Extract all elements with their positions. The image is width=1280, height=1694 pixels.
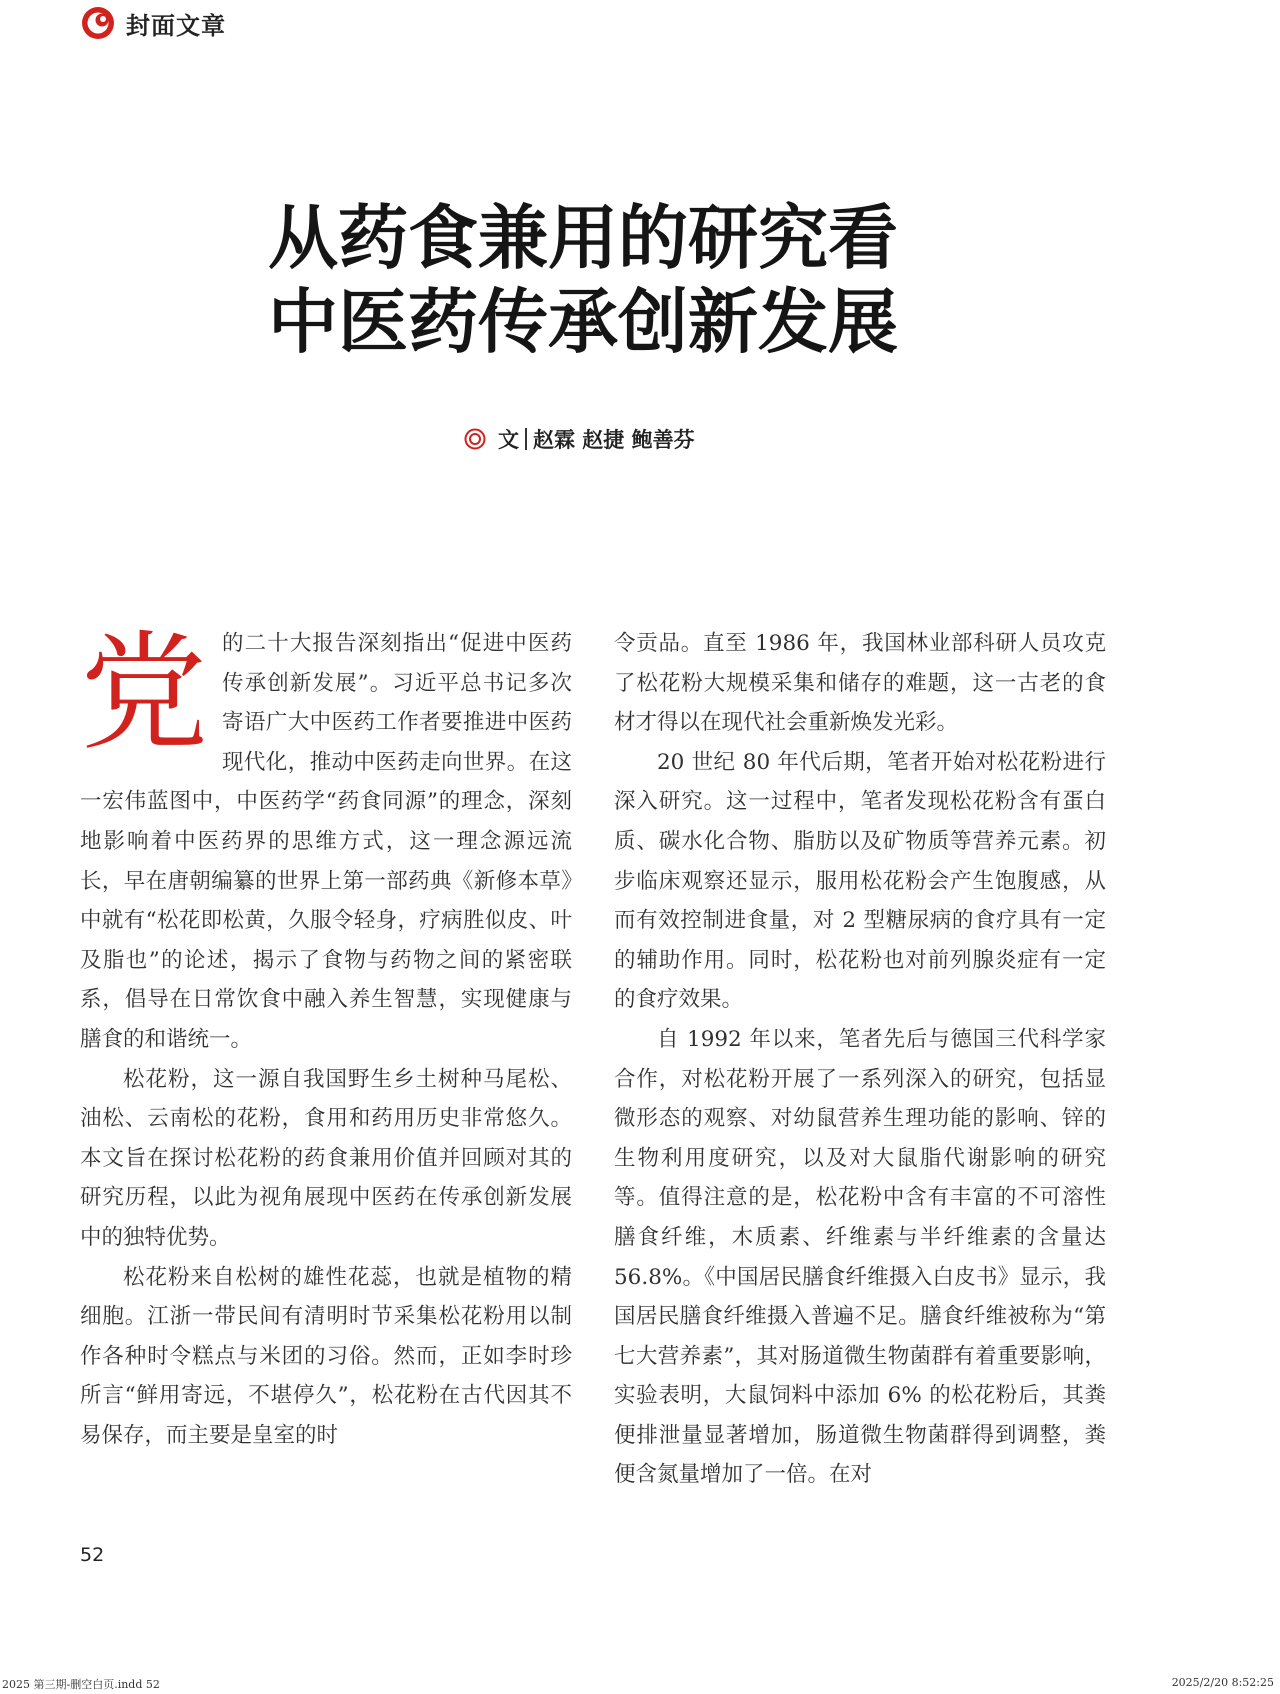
title-line-1: 从药食兼用的研究看 [268,197,898,279]
right-column [614,624,1106,1495]
page-number: 52 [80,1544,105,1566]
article-title [268,196,1088,364]
paragraph-text: 的二十大报告深刻指出“促进中医药传承创新发展”。习近平总书记多次寄语广大中医药工作者要推进中医药现代化，推动中医药走向世界。在这一宏伟蓝图中，中医药学“药食同源”的理念，深刻地影响着中医药界的思维方式，这一理念源远流长，早在唐朝编纂的世界上第一部药典《新修本草》中就有“松花即松黄，久服令轻身，疗病胜似皮、叶及脂也”的论述，揭示了食物与药物之间的紧密联系，倡导在日常饮食中融入养生智慧，实现健康与膳食的和谐统一。 [80,631,572,1052]
byline [464,424,695,454]
timestamp: 2025/2/20 8:52:25 [1171,1676,1274,1689]
paragraph: 令贡品。直至 1986 年，我国林业部科研人员攻克了松花粉大规模采集和储存的难题，这一古老的食材才得以在现代社会重新焕发光彩。 [614,631,1106,736]
double-circle-icon [464,428,486,450]
title-line-2: 中医药传承创新发展 [268,281,898,363]
magazine-logo-icon [80,5,116,41]
paragraph: 松花粉来自松树的雄性花蕊，也就是植物的精细胞。江浙一带民间有清明时节采集松花粉用以制作各种时令糕点与米团的习俗。然而，正如李时珍所言“鲜用寄远，不堪停久”，松花粉在古代因其不易保存，而主要是皇室的时 [80,1264,572,1448]
paragraph: 20 世纪 80 年代后期，笔者开始对松花粉进行深入研究。这一过程中，笔者发现松花粉含有蛋白质、碳水化合物、脂肪以及矿物质等营养元素。初步临床观察还显示，服用松花粉会产生饱腹感，从而有效控制进食量，对 2 型糖尿病的食疗具有一定的辅助作用。同时，松花粉也对前列腺炎症有一定的食疗效果。 [614,749,1106,1013]
paragraph: 自 1992 年以来，笔者先后与德国三代科学家合作，对松花粉开展了一系列深入的研究，包括显微形态的观察、对幼鼠营养生理功能的影响、锌的生物利用度研究，以及对大鼠脂代谢影响的研究等。值得注意的是，松花粉中含有丰富的不可溶性膳食纤维，木质素、纤维素与半纤维素的含量达 56.8%。《中国居民膳食纤维摄入白皮书》显示，我国居民膳食纤维摄入普遍不足。膳食纤维被称为“第七大营养素”，其对肠道微生物菌群有着重要影响，实验表明，大鼠饲料中添加 6% 的松花粉后，其粪便排泄量显著增加，肠道微生物菌群得到调整，粪便含氮量增加了一倍。在对 [614,1026,1106,1488]
byline-prefix: 文 [498,428,519,452]
dropcap: 党 [80,619,209,768]
paragraph [80,619,572,1060]
left-column [80,619,572,1455]
byline-separator [525,428,527,450]
section-header [80,3,226,43]
paragraph: 松花粉，这一源自我国野生乡土树种马尾松、油松、云南松的花粉，食用和药用历史非常悠久。本文旨在探讨松花粉的药食兼用价值并回顾对其的研究历程，以此为视角展现中医药在传承创新发展中的独特优势。 [80,1066,572,1250]
section-label: 封面文章 [126,11,226,40]
byline-authors: 赵霖 赵捷 鲍善芬 [533,428,695,452]
file-info: 2025 第三期-删空白页.indd 52 [2,1678,160,1691]
